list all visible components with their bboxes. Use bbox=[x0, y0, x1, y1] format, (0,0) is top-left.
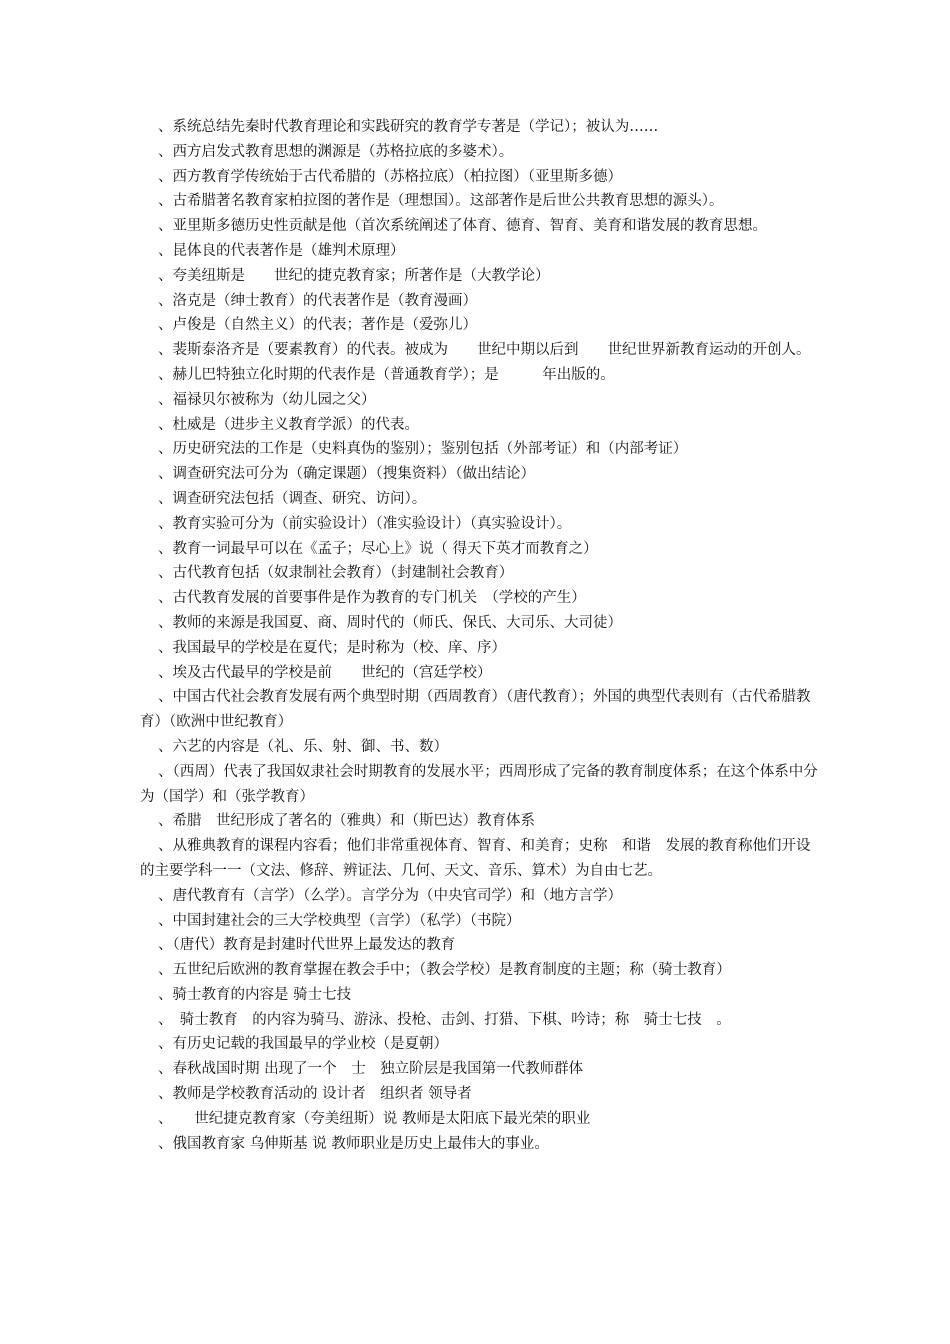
list-item: 、五世纪后欧洲的教育掌握在教会手中；（教会学校）是教育制度的主题；称（骑士教育） bbox=[158, 962, 731, 979]
list-item: 、裴斯泰洛齐是（要素教育）的代表。被成为 世纪中期以后到 世纪世界新教育运动的开创人。 bbox=[158, 342, 811, 359]
list-item: 、调查研究法包括（调查、研究、访问）。 bbox=[158, 490, 427, 507]
list-item: 、古代教育发展的首要事件是作为教育的专门机关 （学校的产生） bbox=[158, 590, 586, 607]
list-item: 、教师是学校教育活动的 设计者 组织者 领导者 bbox=[158, 1086, 472, 1103]
list-item: 、六艺的内容是（礼、乐、射、御、书、数） bbox=[158, 738, 448, 755]
list-item: 、唐代教育有（言学）（么学）。言学分为（中央官司学）和（地方言学） bbox=[158, 887, 622, 904]
list-item: 、（西周）代表了我国奴隶社会时期教育的发展水平；西周形成了完备的教育制度体系；在这个体系中分为（国学）和（张学教育） bbox=[140, 763, 818, 805]
list-item: 、亚里斯多德历史性贡献是他（首次系统阐述了体育、德育、智育、美育和谐发展的教育思想。 bbox=[158, 218, 767, 235]
list-item: 、系统总结先秦时代教育理论和实践研究的教育学专著是（学记）；被认为…… bbox=[158, 119, 659, 135]
list-item: 、杜威是（进步主义教育学派）的代表。 bbox=[158, 416, 419, 433]
list-item: 、我国最早的学校是在夏代；是时称为（校、庠、序） bbox=[158, 639, 506, 656]
list-item: 、 世纪捷克教育家（夸美纽斯）说 教师是太阳底下最光荣的职业 bbox=[158, 1110, 591, 1127]
list-item: 、教育一词最早可以在《孟子；尽心上》说（ 得天下英才而教育之） bbox=[158, 540, 598, 557]
list-item: 、（唐代）教育是封建时代世界上最发达的教育 bbox=[158, 937, 456, 954]
list-item: 、春秋战国时期 出现了一个 士 独立阶层是我国第一代教师群体 bbox=[158, 1061, 584, 1078]
list-item: 、西方教育学传统始于古代希腊的（苏格拉底）（柏拉图）（亚里斯多德） bbox=[158, 168, 622, 185]
list-item: 、有历史记载的我国最早的学业校（是夏朝） bbox=[158, 1036, 448, 1053]
list-item: 、洛克是（绅士教育）的代表著作是（教育漫画） bbox=[158, 292, 477, 309]
list-item: 、教育实验可分为（前实验设计）（准实验设计）（真实验设计）。 bbox=[158, 515, 572, 532]
list-item: 、中国封建社会的三大学校典型（言学）（私学）（书院） bbox=[158, 912, 521, 929]
list-item: 、昆体良的代表著作是（雄判术原理） bbox=[158, 242, 405, 259]
list-item: 、希腊 世纪形成了著名的（雅典）和（斯巴达）教育体系 bbox=[158, 813, 535, 830]
list-item: 、中国古代社会教育发展有两个典型时期（西周教育）（唐代教育）；外国的典型代表则有（古代希腊教育）（欧洲中世纪教育） bbox=[140, 689, 811, 731]
list-item: 、 骑士教育 的内容为骑马、游泳、投枪、击剑、打猎、下棋、吟诗；称 骑士七技 。 bbox=[158, 1011, 731, 1028]
list-item: 、调查研究法可分为（确定课题）（搜集资料）（做出结论） bbox=[158, 466, 535, 483]
list-item: 、历史研究法的工作是（史料真伪的鉴别）；鉴别包括（外部考证）和（内部考证） bbox=[158, 441, 688, 458]
list-item: 、夸美纽斯是 世纪的捷克教育家；所著作是（大教学论） bbox=[158, 267, 550, 284]
list-item: 、西方启发式教育思想的渊源是（苏格拉底的多婆术）。 bbox=[158, 143, 514, 160]
list-item: 、教师的来源是我国夏、商、周时代的（师氏、保氏、大司乐、大司徒） bbox=[158, 614, 622, 631]
list-item: 、俄国教育家 乌伸斯基 说 教师职业是历史上最伟大的事业。 bbox=[158, 1135, 549, 1152]
list-item: 、埃及古代最早的学校是前 世纪的（宫廷学校） bbox=[158, 664, 492, 681]
document-body bbox=[140, 115, 820, 1156]
list-item: 、福禄贝尔被称为（幼儿园之父） bbox=[158, 391, 376, 408]
list-item: 、古希腊著名教育家柏拉图的著作是（理想国）。这部著作是后世公共教育思想的源头）。 bbox=[158, 193, 724, 210]
list-item: 、卢俊是（自然主义）的代表；著作是（爱弥儿） bbox=[158, 317, 477, 334]
list-item: 、骑士教育的内容是 骑士七技 bbox=[158, 986, 352, 1003]
list-item: 、从雅典教育的课程内容看；他们非常重视体育、智育、和美育；史称 和谐 发展的教育称他们开设的主要学科一一（文法、修辞、辨证法、几何、天文、音乐、算术）为自由七艺。 bbox=[140, 838, 811, 879]
list-item: 、赫儿巴特独立化时期的代表作是（普通教育学）；是 年出版的。 bbox=[158, 366, 615, 383]
list-item: 、古代教育包括（奴隶制社会教育）（封建制社会教育） bbox=[158, 565, 514, 582]
